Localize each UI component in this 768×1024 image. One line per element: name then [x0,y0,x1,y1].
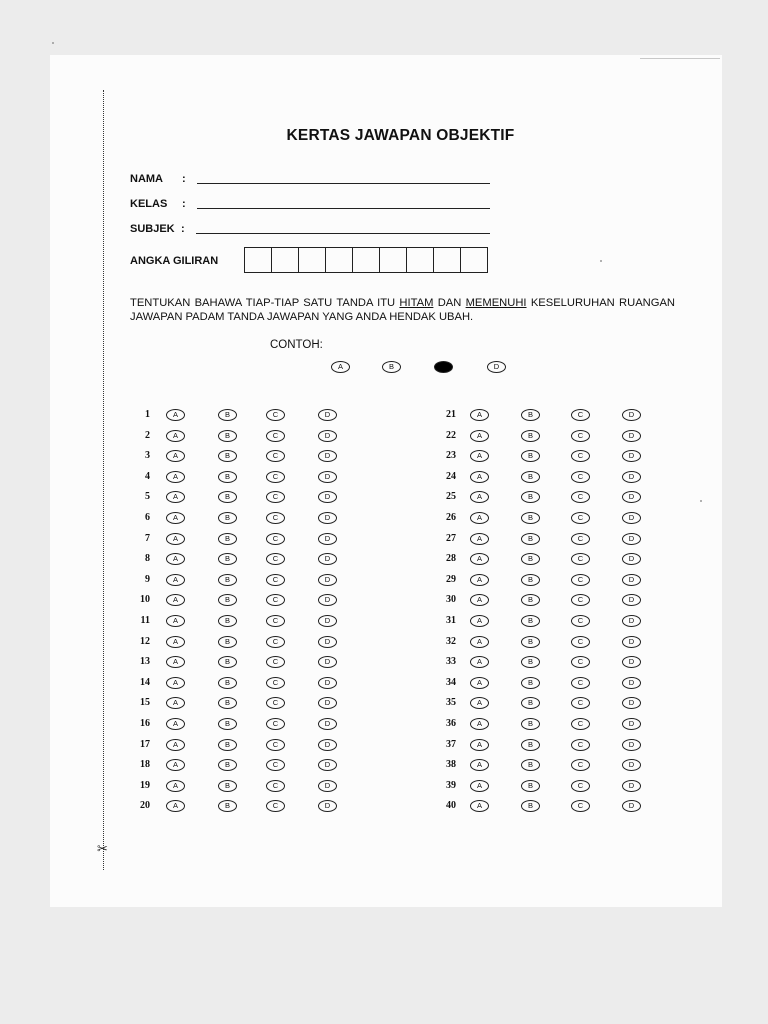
answer-bubble-5-b[interactable]: B [218,491,237,503]
answer-bubble-37-c[interactable]: C [571,739,590,751]
angka-giliran-box[interactable] [244,247,272,273]
question-number: 12 [140,635,150,647]
answer-bubble-40-a[interactable]: A [470,800,489,812]
answer-bubble-27-c[interactable]: C [571,533,590,545]
angka-giliran-box[interactable] [298,247,326,273]
answer-bubble-22-a[interactable]: A [470,430,489,442]
question-number: 17 [140,738,150,750]
answer-bubble-29-b[interactable]: B [521,574,540,586]
answer-bubble-35-a[interactable]: A [470,697,489,709]
answer-bubble-31-b[interactable]: B [521,615,540,627]
answer-bubble-3-d[interactable]: D [318,450,337,462]
answer-bubble-2-c[interactable]: C [266,430,285,442]
question-number: 13 [140,656,150,668]
instructions-part1: TENTUKAN BAHAWA TIAP-TIAP SATU TANDA ITU [130,297,400,309]
scan-speck [700,500,702,502]
answer-bubble-30-c[interactable]: C [571,594,590,606]
name-label: NAMA [130,173,163,185]
answer-bubble-32-a[interactable]: A [470,636,489,648]
answer-bubble-32-d[interactable]: D [622,636,641,648]
answer-bubble-38-b[interactable]: B [521,759,540,771]
answer-bubble-32-c[interactable]: C [571,636,590,648]
answer-bubble-3-c[interactable]: C [266,450,285,462]
answer-bubble-12-d[interactable]: D [318,636,337,648]
instructions-part2: DAN [433,297,466,309]
answer-bubble-26-d[interactable]: D [622,512,641,524]
answer-bubble-23-b[interactable]: B [521,450,540,462]
answer-bubble-32-b[interactable]: B [521,636,540,648]
answer-bubble-11-d[interactable]: D [318,615,337,627]
answer-bubble-16-d[interactable]: D [318,718,337,730]
answer-bubble-21-b[interactable]: B [521,409,540,421]
question-number: 9 [145,573,150,585]
answer-bubble-19-c[interactable]: C [266,780,285,792]
question-number: 1 [145,409,150,420]
answer-bubble-10-a[interactable]: A [166,594,185,606]
question-number: 19 [140,779,150,791]
answer-bubble-23-d[interactable]: D [622,450,641,462]
answer-bubble-36-b[interactable]: B [521,718,540,730]
answer-bubble-6-a[interactable]: A [166,512,185,524]
answer-bubble-33-a[interactable]: A [470,656,489,668]
answer-bubble-16-c[interactable]: C [266,718,285,730]
answer-bubble-7-c[interactable]: C [266,533,285,545]
angka-giliran-box[interactable] [325,247,353,273]
name-field[interactable] [130,172,186,186]
answer-bubble-40-b[interactable]: B [521,800,540,812]
question-number: 2 [145,429,150,441]
subject-field[interactable] [130,222,185,236]
scan-speck [600,260,602,262]
answer-bubble-39-c[interactable]: C [571,780,590,792]
example-label: CONTOH: [270,339,323,351]
question-number: 25 [446,491,456,503]
answer-bubble-31-c[interactable]: C [571,615,590,627]
question-number: 6 [145,512,150,523]
answer-bubble-20-b[interactable]: B [218,800,237,812]
answer-bubble-31-a[interactable]: A [470,615,489,627]
scissors-icon: ✂ [97,841,108,856]
answer-bubble-17-d[interactable]: D [318,739,337,751]
question-number: 11 [140,615,150,626]
subject-input-line[interactable] [196,233,490,234]
answer-bubble-35-d[interactable]: D [622,697,641,709]
scan-speck [52,42,54,44]
answer-bubble-36-c[interactable]: C [571,718,590,730]
answer-bubble-22-d[interactable]: D [622,430,641,442]
answer-bubble-34-c[interactable]: C [571,677,590,689]
question-number: 14 [140,676,150,688]
answer-bubble-19-b[interactable]: B [218,780,237,792]
answer-bubble-9-d[interactable]: D [318,574,337,586]
angka-giliran-label: ANGKA GILIRAN [130,255,219,267]
answer-bubble-8-a[interactable]: A [166,553,185,565]
answer-bubble-19-d[interactable]: D [318,780,337,792]
angka-giliran-box[interactable] [460,247,488,273]
answer-bubble-31-d[interactable]: D [622,615,641,627]
question-number: 24 [446,470,456,482]
answer-bubble-28-d[interactable]: D [622,553,641,565]
question-number: 30 [446,594,456,606]
question-number: 7 [145,532,150,544]
answer-bubble-20-c[interactable]: C [266,800,285,812]
subject-label: SUBJEK [130,223,175,235]
answer-bubble-23-c[interactable]: C [571,450,590,462]
example-bubble-b: B [382,361,401,373]
answer-bubble-20-d[interactable]: D [318,800,337,812]
answer-bubble-4-b[interactable]: B [218,471,237,483]
question-number: 15 [140,697,150,709]
answer-bubble-24-c[interactable]: C [571,471,590,483]
answer-bubble-15-d[interactable]: D [318,697,337,709]
answer-bubble-29-d[interactable]: D [622,574,641,586]
question-number: 26 [446,512,456,523]
answer-bubble-33-b[interactable]: B [521,656,540,668]
answer-bubble-35-c[interactable]: C [571,697,590,709]
question-number: 3 [145,450,150,462]
instructions-part3: KESELURUHAN RUANGAN JAWAPAN PADAM TANDA JAWAPAN YANG ANDA HENDAK UBAH. [130,297,675,323]
answer-bubble-13-a[interactable]: A [166,656,185,668]
angka-giliran-box[interactable] [271,247,299,273]
answer-bubble-15-c[interactable]: C [266,697,285,709]
answer-bubble-33-c[interactable]: C [571,656,590,668]
question-number: 37 [446,738,456,750]
answer-bubble-9-b[interactable]: B [218,574,237,586]
answer-bubble-5-c[interactable]: C [266,491,285,503]
answer-bubble-22-c[interactable]: C [571,430,590,442]
answer-bubble-10-b[interactable]: B [218,594,237,606]
question-number: 31 [446,615,456,626]
question-number: 18 [140,759,150,771]
answer-bubble-27-d[interactable]: D [622,533,641,545]
question-number: 20 [140,800,150,812]
answer-bubble-7-d[interactable]: D [318,533,337,545]
answer-bubble-38-c[interactable]: C [571,759,590,771]
answer-bubble-16-b[interactable]: B [218,718,237,730]
answer-bubble-11-c[interactable]: C [266,615,285,627]
answer-bubble-8-c[interactable]: C [266,553,285,565]
example-bubble-a: A [331,361,350,373]
answer-bubble-30-d[interactable]: D [622,594,641,606]
answer-bubble-14-a[interactable]: A [166,677,185,689]
angka-giliran-box[interactable] [406,247,434,273]
question-number: 35 [446,697,456,709]
class-label: KELAS [130,198,168,210]
question-number: 23 [446,450,456,462]
question-number: 33 [446,656,456,668]
question-number: 28 [446,553,456,565]
answer-bubble-5-d[interactable]: D [318,491,337,503]
answer-bubble-37-b[interactable]: B [521,739,540,751]
answer-bubble-13-c[interactable]: C [266,656,285,668]
question-number: 32 [446,635,456,647]
answer-bubble-38-d[interactable]: D [622,759,641,771]
question-number: 36 [446,718,456,729]
answer-bubble-25-a[interactable]: A [470,491,489,503]
answer-bubble-2-d[interactable]: D [318,430,337,442]
answer-bubble-3-a[interactable]: A [166,450,185,462]
answer-bubble-12-b[interactable]: B [218,636,237,648]
answer-bubble-37-a[interactable]: A [470,739,489,751]
answer-bubble-25-b[interactable]: B [521,491,540,503]
answer-bubble-28-c[interactable]: C [571,553,590,565]
answer-bubble-14-b[interactable]: B [218,677,237,689]
answer-bubble-21-d[interactable]: D [622,409,641,421]
answer-bubble-36-a[interactable]: A [470,718,489,730]
example-bubble-c: C [434,361,453,373]
answer-bubble-15-a[interactable]: A [166,697,185,709]
answer-bubble-21-a[interactable]: A [470,409,489,421]
answer-bubble-19-a[interactable]: A [166,780,185,792]
answer-bubble-14-d[interactable]: D [318,677,337,689]
answer-bubble-18-a[interactable]: A [166,759,185,771]
answer-bubble-14-c[interactable]: C [266,677,285,689]
answer-bubble-1-d[interactable]: D [318,409,337,421]
answer-bubble-26-a[interactable]: A [470,512,489,524]
question-number: 21 [446,409,456,420]
answer-bubble-4-d[interactable]: D [318,471,337,483]
answer-bubble-1-c[interactable]: C [266,409,285,421]
answer-bubble-1-a[interactable]: A [166,409,185,421]
answer-bubble-1-b[interactable]: B [218,409,237,421]
question-number: 10 [140,594,150,606]
answer-bubble-12-c[interactable]: C [266,636,285,648]
subject-colon: : [181,223,185,235]
answer-bubble-40-c[interactable]: C [571,800,590,812]
answer-bubble-15-b[interactable]: B [218,697,237,709]
question-number: 22 [446,429,456,441]
angka-giliran-box[interactable] [352,247,380,273]
answer-bubble-9-c[interactable]: C [266,574,285,586]
class-input-line[interactable] [197,208,490,209]
answer-bubble-37-d[interactable]: D [622,739,641,751]
question-number: 5 [145,491,150,503]
angka-giliran-box[interactable] [379,247,407,273]
question-number: 16 [140,718,150,729]
question-number: 8 [145,553,150,565]
page-title: KERTAS JAWAPAN OBJEKTIF [286,127,515,144]
answer-bubble-11-a[interactable]: A [166,615,185,627]
answer-bubble-40-d[interactable]: D [622,800,641,812]
answer-bubble-24-d[interactable]: D [622,471,641,483]
answer-bubble-39-b[interactable]: B [521,780,540,792]
answer-bubble-34-a[interactable]: A [470,677,489,689]
answer-bubble-17-c[interactable]: C [266,739,285,751]
answer-bubble-29-a[interactable]: A [470,574,489,586]
answer-bubble-35-b[interactable]: B [521,697,540,709]
answer-bubble-38-a[interactable]: A [470,759,489,771]
answer-bubble-9-a[interactable]: A [166,574,185,586]
instructions-text [130,296,675,324]
answer-bubble-17-a[interactable]: A [166,739,185,751]
answer-bubble-22-b[interactable]: B [521,430,540,442]
answer-bubble-18-b[interactable]: B [218,759,237,771]
answer-bubble-27-b[interactable]: B [521,533,540,545]
answer-bubble-34-d[interactable]: D [622,677,641,689]
answer-bubble-33-d[interactable]: D [622,656,641,668]
answer-bubble-20-a[interactable]: A [166,800,185,812]
answer-bubble-26-c[interactable]: C [571,512,590,524]
answer-bubble-24-b[interactable]: B [521,471,540,483]
answer-bubble-36-d[interactable]: D [622,718,641,730]
answer-bubble-29-c[interactable]: C [571,574,590,586]
answer-bubble-7-a[interactable]: A [166,533,185,545]
answer-bubble-12-a[interactable]: A [166,636,185,648]
answer-bubble-30-a[interactable]: A [470,594,489,606]
angka-giliran-box[interactable] [433,247,461,273]
class-colon: : [182,198,186,210]
answer-bubble-5-a[interactable]: A [166,491,185,503]
answer-bubble-13-b[interactable]: B [218,656,237,668]
answer-bubble-4-c[interactable]: C [266,471,285,483]
question-number: 38 [446,759,456,771]
answer-bubble-28-a[interactable]: A [470,553,489,565]
answer-bubble-16-a[interactable]: A [166,718,185,730]
answer-bubble-26-b[interactable]: B [521,512,540,524]
instructions-hitam: HITAM [399,297,434,309]
question-number: 34 [446,676,456,688]
answer-bubble-30-b[interactable]: B [521,594,540,606]
question-number: 4 [145,470,150,482]
answer-bubble-13-d[interactable]: D [318,656,337,668]
instructions-memenuhi: MEMENUHI [465,297,527,309]
example-bubble-d: D [487,361,506,373]
answer-bubble-39-a[interactable]: A [470,780,489,792]
answer-bubble-3-b[interactable]: B [218,450,237,462]
answer-bubble-21-c[interactable]: C [571,409,590,421]
answer-bubble-24-a[interactable]: A [470,471,489,483]
class-field[interactable] [130,197,186,211]
answer-bubble-28-b[interactable]: B [521,553,540,565]
question-number: 40 [446,800,456,812]
answer-bubble-18-c[interactable]: C [266,759,285,771]
answer-bubble-6-d[interactable]: D [318,512,337,524]
answer-bubble-6-c[interactable]: C [266,512,285,524]
name-colon: : [182,173,186,185]
answer-bubble-2-b[interactable]: B [218,430,237,442]
question-number: 39 [446,779,456,791]
answer-bubble-25-d[interactable]: D [622,491,641,503]
answer-bubble-8-b[interactable]: B [218,553,237,565]
answer-bubble-18-d[interactable]: D [318,759,337,771]
answer-bubble-8-d[interactable]: D [318,553,337,565]
answer-bubble-27-a[interactable]: A [470,533,489,545]
answer-bubble-25-c[interactable]: C [571,491,590,503]
angka-giliran-boxes[interactable] [245,247,488,273]
answer-bubble-4-a[interactable]: A [166,471,185,483]
cut-line [103,90,104,870]
answer-bubble-23-a[interactable]: A [470,450,489,462]
answer-bubble-2-a[interactable]: A [166,430,185,442]
question-number: 27 [446,532,456,544]
answer-bubble-6-b[interactable]: B [218,512,237,524]
answer-bubble-10-d[interactable]: D [318,594,337,606]
answer-bubble-10-c[interactable]: C [266,594,285,606]
answer-bubble-17-b[interactable]: B [218,739,237,751]
paper-edge [640,58,720,59]
question-number: 29 [446,573,456,585]
answer-bubble-34-b[interactable]: B [521,677,540,689]
answer-bubble-7-b[interactable]: B [218,533,237,545]
answer-bubble-39-d[interactable]: D [622,780,641,792]
name-input-line[interactable] [197,183,490,184]
answer-bubble-11-b[interactable]: B [218,615,237,627]
